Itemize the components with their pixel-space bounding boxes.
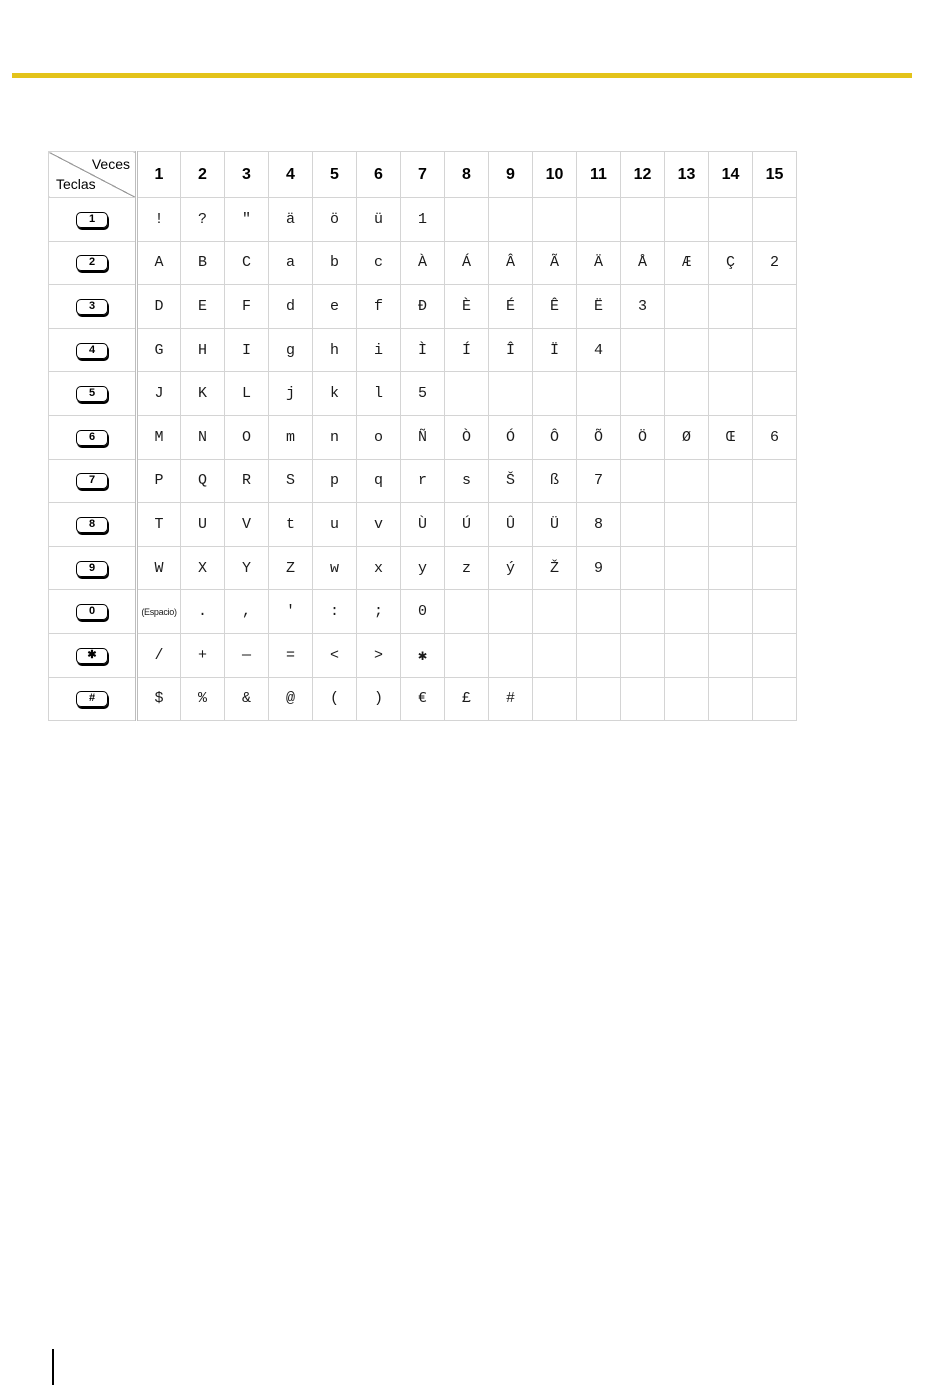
character-cell bbox=[709, 633, 753, 677]
table-row bbox=[49, 590, 797, 634]
character-cell bbox=[577, 372, 621, 416]
character-cell: i bbox=[357, 328, 401, 372]
character-cell: t bbox=[269, 503, 313, 547]
character-cell: f bbox=[357, 285, 401, 329]
character-cell: Æ bbox=[665, 241, 709, 285]
press-count-header: 14 bbox=[709, 152, 753, 198]
character-cell: ß bbox=[533, 459, 577, 503]
table-row bbox=[49, 503, 797, 547]
character-cell: É bbox=[489, 285, 533, 329]
character-cell bbox=[709, 372, 753, 416]
character-cell: L bbox=[225, 372, 269, 416]
press-count-header: 7 bbox=[401, 152, 445, 198]
character-cell: Z bbox=[269, 546, 313, 590]
character-cell: Í bbox=[445, 328, 489, 372]
character-cell bbox=[709, 677, 753, 721]
table-row bbox=[49, 241, 797, 285]
teclas-label: Teclas bbox=[56, 176, 96, 192]
key-cell bbox=[49, 285, 137, 329]
dial-key-icon: # bbox=[76, 691, 108, 707]
character-cell: ) bbox=[357, 677, 401, 721]
character-cell: d bbox=[269, 285, 313, 329]
character-cell: 3 bbox=[621, 285, 665, 329]
character-cell bbox=[445, 372, 489, 416]
character-cell bbox=[709, 590, 753, 634]
character-cell: 0 bbox=[401, 590, 445, 634]
character-cell: r bbox=[401, 459, 445, 503]
character-cell bbox=[489, 633, 533, 677]
character-cell: , bbox=[225, 590, 269, 634]
character-cell: Y bbox=[225, 546, 269, 590]
character-cell: l bbox=[357, 372, 401, 416]
character-cell bbox=[445, 590, 489, 634]
press-count-header: 6 bbox=[357, 152, 401, 198]
character-cell: o bbox=[357, 415, 401, 459]
character-cell: Š bbox=[489, 459, 533, 503]
character-cell: 8 bbox=[577, 503, 621, 547]
character-cell: G bbox=[137, 328, 181, 372]
character-cell bbox=[621, 503, 665, 547]
dial-key-icon: ✱ bbox=[76, 648, 108, 664]
character-cell: Ö bbox=[621, 415, 665, 459]
character-cell: k bbox=[313, 372, 357, 416]
character-cell: P bbox=[137, 459, 181, 503]
character-cell: % bbox=[181, 677, 225, 721]
character-cell: 6 bbox=[753, 415, 797, 459]
character-cell bbox=[709, 285, 753, 329]
table-body bbox=[49, 198, 797, 721]
character-cell: Ú bbox=[445, 503, 489, 547]
character-cell: h bbox=[313, 328, 357, 372]
character-cell: Ü bbox=[533, 503, 577, 547]
character-cell: Û bbox=[489, 503, 533, 547]
character-cell: . bbox=[181, 590, 225, 634]
key-cell bbox=[49, 633, 137, 677]
character-cell bbox=[709, 546, 753, 590]
character-cell: e bbox=[313, 285, 357, 329]
dial-key-icon: 5 bbox=[76, 386, 108, 402]
character-cell: p bbox=[313, 459, 357, 503]
character-cell: I bbox=[225, 328, 269, 372]
character-cell: n bbox=[313, 415, 357, 459]
character-cell bbox=[533, 633, 577, 677]
character-cell: È bbox=[445, 285, 489, 329]
character-cell: Å bbox=[621, 241, 665, 285]
press-count-header: 13 bbox=[665, 152, 709, 198]
press-count-header: 10 bbox=[533, 152, 577, 198]
character-cell: K bbox=[181, 372, 225, 416]
character-cell: U bbox=[181, 503, 225, 547]
character-cell bbox=[665, 633, 709, 677]
character-cell bbox=[665, 459, 709, 503]
character-cell: Ã bbox=[533, 241, 577, 285]
character-cell bbox=[665, 372, 709, 416]
character-cell bbox=[665, 285, 709, 329]
veces-label: Veces bbox=[91, 156, 130, 172]
character-cell bbox=[709, 503, 753, 547]
table-row bbox=[49, 328, 797, 372]
character-cell bbox=[621, 198, 665, 242]
character-cell bbox=[665, 677, 709, 721]
key-cell bbox=[49, 459, 137, 503]
character-cell bbox=[621, 459, 665, 503]
character-cell: > bbox=[357, 633, 401, 677]
character-cell: ; bbox=[357, 590, 401, 634]
character-cell: € bbox=[401, 677, 445, 721]
character-cell: R bbox=[225, 459, 269, 503]
character-cell: ' bbox=[269, 590, 313, 634]
character-cell: X bbox=[181, 546, 225, 590]
character-cell: ý bbox=[489, 546, 533, 590]
character-cell bbox=[533, 590, 577, 634]
character-cell: j bbox=[269, 372, 313, 416]
table-row bbox=[49, 415, 797, 459]
table-row bbox=[49, 285, 797, 329]
character-cell bbox=[577, 677, 621, 721]
character-cell: Â bbox=[489, 241, 533, 285]
header-accent-rule bbox=[12, 73, 912, 78]
character-cell: W bbox=[137, 546, 181, 590]
dial-key-icon: 7 bbox=[76, 473, 108, 489]
character-cell: Ô bbox=[533, 415, 577, 459]
character-cell: Ì bbox=[401, 328, 445, 372]
character-cell: N bbox=[181, 415, 225, 459]
character-cell: Õ bbox=[577, 415, 621, 459]
character-cell: Ï bbox=[533, 328, 577, 372]
press-count-header: 9 bbox=[489, 152, 533, 198]
character-cell: Ø bbox=[665, 415, 709, 459]
character-cell bbox=[577, 633, 621, 677]
character-cell: " bbox=[225, 198, 269, 242]
key-cell bbox=[49, 415, 137, 459]
press-count-header: 1 bbox=[137, 152, 181, 198]
character-cell: Đ bbox=[401, 285, 445, 329]
character-cell bbox=[445, 633, 489, 677]
character-cell bbox=[753, 677, 797, 721]
character-cell: Q bbox=[181, 459, 225, 503]
character-cell: & bbox=[225, 677, 269, 721]
character-cell: z bbox=[445, 546, 489, 590]
character-cell bbox=[621, 590, 665, 634]
character-cell: J bbox=[137, 372, 181, 416]
character-cell bbox=[665, 503, 709, 547]
character-cell bbox=[665, 198, 709, 242]
character-cell: Ê bbox=[533, 285, 577, 329]
press-count-header: 12 bbox=[621, 152, 665, 198]
character-cell: ( bbox=[313, 677, 357, 721]
key-cell bbox=[49, 546, 137, 590]
character-cell: A bbox=[137, 241, 181, 285]
header-row bbox=[49, 152, 797, 198]
character-cell: c bbox=[357, 241, 401, 285]
press-count-header: 5 bbox=[313, 152, 357, 198]
character-cell: m bbox=[269, 415, 313, 459]
character-cell bbox=[445, 198, 489, 242]
press-count-header: 2 bbox=[181, 152, 225, 198]
character-cell: S bbox=[269, 459, 313, 503]
character-cell: 9 bbox=[577, 546, 621, 590]
character-cell bbox=[533, 198, 577, 242]
character-cell: s bbox=[445, 459, 489, 503]
character-cell: (Espacio) bbox=[137, 590, 181, 634]
character-cell bbox=[577, 590, 621, 634]
character-cell bbox=[753, 372, 797, 416]
character-cell: ä bbox=[269, 198, 313, 242]
corner-header-cell bbox=[49, 152, 137, 198]
character-cell: M bbox=[137, 415, 181, 459]
character-cell: a bbox=[269, 241, 313, 285]
character-cell bbox=[489, 198, 533, 242]
character-cell: : bbox=[313, 590, 357, 634]
dial-key-icon: 3 bbox=[76, 299, 108, 315]
character-cell bbox=[753, 285, 797, 329]
character-cell bbox=[489, 590, 533, 634]
character-cell: Ù bbox=[401, 503, 445, 547]
character-cell: Ò bbox=[445, 415, 489, 459]
character-cell bbox=[533, 677, 577, 721]
character-cell: $ bbox=[137, 677, 181, 721]
character-cell: H bbox=[181, 328, 225, 372]
character-cell bbox=[533, 372, 577, 416]
character-cell: Î bbox=[489, 328, 533, 372]
dial-key-icon: 1 bbox=[76, 212, 108, 228]
character-cell bbox=[709, 198, 753, 242]
press-count-header: 3 bbox=[225, 152, 269, 198]
key-cell bbox=[49, 677, 137, 721]
character-cell: O bbox=[225, 415, 269, 459]
character-cell bbox=[621, 677, 665, 721]
press-count-header: 15 bbox=[753, 152, 797, 198]
key-cell bbox=[49, 590, 137, 634]
table-row bbox=[49, 546, 797, 590]
character-cell: D bbox=[137, 285, 181, 329]
character-cell: / bbox=[137, 633, 181, 677]
key-cell bbox=[49, 328, 137, 372]
key-cell bbox=[49, 198, 137, 242]
character-cell: 2 bbox=[753, 241, 797, 285]
character-cell: ! bbox=[137, 198, 181, 242]
character-cell bbox=[753, 328, 797, 372]
dial-key-icon: 2 bbox=[76, 255, 108, 271]
character-cell bbox=[753, 633, 797, 677]
character-cell: < bbox=[313, 633, 357, 677]
character-cell: Ñ bbox=[401, 415, 445, 459]
press-count-header: 4 bbox=[269, 152, 313, 198]
dial-key-icon: 6 bbox=[76, 430, 108, 446]
dial-key-icon: 4 bbox=[76, 343, 108, 359]
dial-key-icon: 9 bbox=[76, 561, 108, 577]
character-cell: u bbox=[313, 503, 357, 547]
character-cell: Ž bbox=[533, 546, 577, 590]
character-cell: v bbox=[357, 503, 401, 547]
character-cell: ✱ bbox=[401, 633, 445, 677]
character-cell bbox=[665, 546, 709, 590]
character-cell bbox=[753, 503, 797, 547]
character-cell: V bbox=[225, 503, 269, 547]
character-cell: T bbox=[137, 503, 181, 547]
table-row bbox=[49, 459, 797, 503]
character-cell bbox=[709, 459, 753, 503]
character-cell: 7 bbox=[577, 459, 621, 503]
key-cell bbox=[49, 503, 137, 547]
character-cell: £ bbox=[445, 677, 489, 721]
character-cell: q bbox=[357, 459, 401, 503]
character-cell: x bbox=[357, 546, 401, 590]
character-cell: 4 bbox=[577, 328, 621, 372]
character-cell bbox=[621, 372, 665, 416]
character-cell bbox=[621, 328, 665, 372]
character-cell: 5 bbox=[401, 372, 445, 416]
character-cell: Ë bbox=[577, 285, 621, 329]
dial-key-icon: 0 bbox=[76, 604, 108, 620]
character-cell: B bbox=[181, 241, 225, 285]
character-cell bbox=[753, 590, 797, 634]
character-cell bbox=[753, 546, 797, 590]
character-cell: g bbox=[269, 328, 313, 372]
character-cell: À bbox=[401, 241, 445, 285]
character-cell: w bbox=[313, 546, 357, 590]
character-cell: @ bbox=[269, 677, 313, 721]
character-cell: y bbox=[401, 546, 445, 590]
character-cell bbox=[665, 590, 709, 634]
dial-key-icon: 8 bbox=[76, 517, 108, 533]
table-row bbox=[49, 372, 797, 416]
character-cell: b bbox=[313, 241, 357, 285]
character-cell: + bbox=[181, 633, 225, 677]
character-cell: Œ bbox=[709, 415, 753, 459]
character-cell bbox=[577, 198, 621, 242]
character-entry-table bbox=[48, 151, 797, 721]
character-cell: ü bbox=[357, 198, 401, 242]
character-cell: = bbox=[269, 633, 313, 677]
table-row bbox=[49, 198, 797, 242]
character-cell: # bbox=[489, 677, 533, 721]
character-cell: — bbox=[225, 633, 269, 677]
character-cell: ? bbox=[181, 198, 225, 242]
table-row bbox=[49, 633, 797, 677]
character-cell: 1 bbox=[401, 198, 445, 242]
character-cell: Ä bbox=[577, 241, 621, 285]
character-cell bbox=[621, 633, 665, 677]
character-cell: Ó bbox=[489, 415, 533, 459]
character-cell: Ç bbox=[709, 241, 753, 285]
character-cell bbox=[753, 459, 797, 503]
character-cell: F bbox=[225, 285, 269, 329]
press-count-header: 11 bbox=[577, 152, 621, 198]
character-cell: E bbox=[181, 285, 225, 329]
table-row bbox=[49, 677, 797, 721]
character-cell: C bbox=[225, 241, 269, 285]
character-cell bbox=[665, 328, 709, 372]
character-cell bbox=[753, 198, 797, 242]
key-cell bbox=[49, 241, 137, 285]
key-cell bbox=[49, 372, 137, 416]
character-cell: ö bbox=[313, 198, 357, 242]
character-cell bbox=[709, 328, 753, 372]
character-cell bbox=[489, 372, 533, 416]
character-cell bbox=[621, 546, 665, 590]
page-margin-rule bbox=[52, 1349, 54, 1385]
character-cell: Á bbox=[445, 241, 489, 285]
press-count-header: 8 bbox=[445, 152, 489, 198]
